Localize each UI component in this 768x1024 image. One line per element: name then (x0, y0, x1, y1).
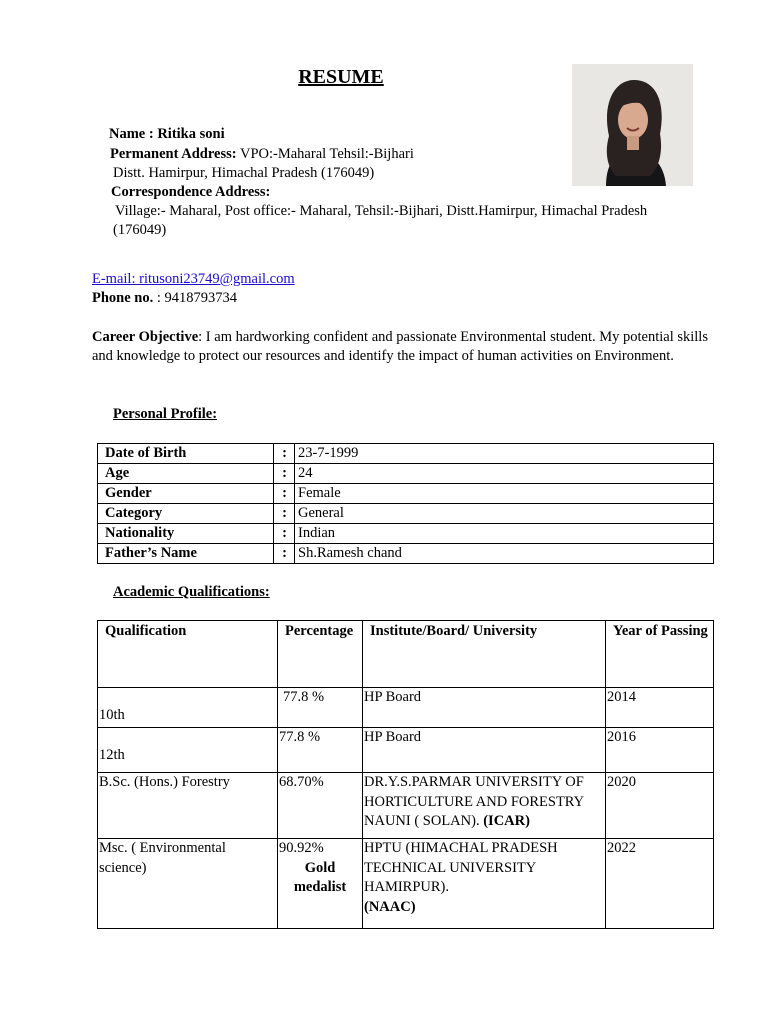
year-cell: 2016 (606, 728, 714, 773)
header-institute: Institute/Board/ University (363, 621, 606, 688)
profile-sep: : (274, 504, 295, 524)
table-row (98, 839, 714, 929)
table-row (98, 773, 714, 839)
percentage-cell (278, 839, 363, 929)
table-row (98, 444, 714, 464)
profile-key: Date of Birth (98, 444, 274, 464)
qualification-cell: B.Sc. (Hons.) Forestry (98, 773, 278, 839)
profile-value: Sh.Ramesh chand (295, 544, 714, 564)
profile-sep: : (274, 484, 295, 504)
correspondence-address-line1: Village:- Maharal, Post office:- Maharal, Tehsil:-Bijhari, Distt.Hamirpur, Himachal Pradesh (115, 203, 648, 219)
profile-key: Gender (98, 484, 274, 504)
qualification-cell: Msc. ( Environmental science) (98, 839, 278, 929)
year-cell: 2020 (606, 773, 714, 839)
institute-text: DR.Y.S.PARMAR UNIVERSITY OF HORTICULTURE AND FORESTRY NAUNI ( SOLAN). (364, 774, 584, 829)
profile-value: Female (295, 484, 714, 504)
career-objective-text: : I am hardworking confident and passionate Environmental student. My potential skills and knowledge to protect our resources and identify the impact of human activities on Environment. (92, 329, 708, 364)
table-row (98, 688, 714, 728)
profile-sep: : (274, 464, 295, 484)
percentage-text: 90.92% (279, 840, 324, 856)
percentage-cell: 77.8 % (278, 728, 363, 773)
person-photo-icon (572, 64, 693, 186)
phone-label: Phone no. (92, 290, 154, 306)
accreditation-badge: (NAAC) (364, 898, 416, 915)
name-label: Name : (109, 126, 154, 142)
resume-title: RESUME (298, 66, 384, 88)
profile-sep: : (274, 444, 295, 464)
phone-line (92, 289, 237, 307)
career-objective (92, 328, 712, 366)
academic-table (97, 620, 714, 929)
correspondence-address-line2: (176049) (113, 222, 167, 238)
profile-value: 24 (295, 464, 714, 484)
profile-value: Indian (295, 524, 714, 544)
name-value: Ritika soni (157, 126, 225, 142)
institute-text: HPTU (HIMACHAL PRADESH TECHNICAL UNIVERSITY HAMIRPUR). (364, 840, 558, 895)
permanent-address-line2: Distt. Hamirpur, Himachal Pradesh (176049) (113, 165, 375, 181)
profile-key: Nationality (98, 524, 274, 544)
header-percentage: Percentage (278, 621, 363, 688)
email-link[interactable]: E-mail: ritusoni23749@gmail.com (92, 271, 295, 287)
profile-key: Age (98, 464, 274, 484)
institute-cell: HP Board (363, 728, 606, 773)
profile-value: 23-7-1999 (295, 444, 714, 464)
career-objective-label: Career Objective (92, 329, 199, 345)
qualification-cell: 12th (98, 728, 278, 773)
header-qualification: Qualification (98, 621, 278, 688)
header-year: Year of Passing (606, 621, 714, 688)
institute-cell (363, 773, 606, 839)
permanent-address-line1: VPO:-Maharal Tehsil:-Bijhari (239, 146, 414, 162)
institute-cell: HP Board (363, 688, 606, 728)
percentage-cell: 68.70% (278, 773, 363, 839)
institute-cell (363, 839, 606, 929)
table-row (98, 464, 714, 484)
table-header-row (98, 621, 714, 688)
profile-photo (572, 64, 693, 186)
name-line (109, 125, 225, 143)
table-row (98, 524, 714, 544)
accreditation-badge: (ICAR) (483, 813, 530, 829)
permanent-address-line (110, 145, 414, 163)
permanent-address-label: Permanent Address: (110, 146, 237, 162)
table-row (98, 484, 714, 504)
gold-medalist-note: Gold medalist (293, 859, 347, 895)
personal-profile-table (97, 443, 714, 564)
profile-key: Category (98, 504, 274, 524)
table-row (98, 544, 714, 564)
profile-sep: : (274, 544, 295, 564)
profile-key: Father’s Name (98, 544, 274, 564)
profile-sep: : (274, 524, 295, 544)
table-row (98, 504, 714, 524)
year-cell: 2022 (606, 839, 714, 929)
percentage-cell: 77.8 % (278, 688, 363, 728)
qualification-cell: 10th (98, 688, 278, 728)
academic-heading: Academic Qualifications: (113, 584, 270, 600)
phone-value: : 9418793734 (156, 290, 238, 306)
correspondence-address-label: Correspondence Address: (111, 184, 271, 200)
table-row (98, 728, 714, 773)
year-cell: 2014 (606, 688, 714, 728)
personal-profile-heading: Personal Profile: (113, 406, 218, 422)
profile-value: General (295, 504, 714, 524)
